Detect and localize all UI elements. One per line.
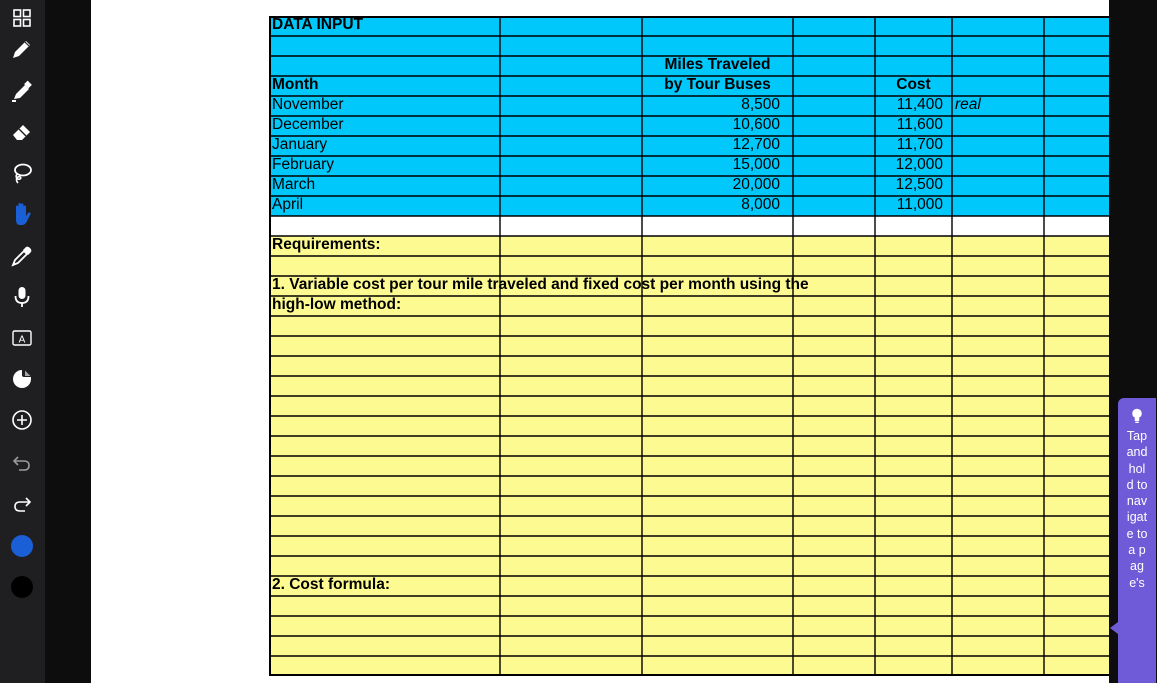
navigation-hint-tooltip[interactable] — [1118, 398, 1156, 683]
cost-header: Cost — [896, 76, 931, 93]
miles-header-line2: by Tour Buses — [664, 76, 771, 93]
cost-cell: 11,000 — [896, 196, 943, 213]
grid-lines — [269, 16, 1109, 676]
spreadsheet — [269, 16, 1109, 676]
cost-cell: 12,000 — [895, 156, 943, 173]
note-cell: real — [955, 96, 981, 113]
lightbulb-icon — [1131, 408, 1143, 424]
requirements-label: Requirements: — [272, 236, 381, 253]
month-cell: November — [272, 96, 344, 113]
miles-cell: 10,600 — [732, 116, 780, 133]
miles-cell: 20,000 — [732, 176, 780, 193]
color-swatch-black[interactable] — [11, 576, 33, 598]
month-cell: April — [272, 196, 304, 213]
sticker-icon[interactable] — [4, 361, 40, 397]
pen-icon[interactable] — [4, 31, 40, 67]
highlighter-icon[interactable] — [4, 73, 40, 109]
undo-icon[interactable] — [4, 444, 40, 480]
month-header: Month — [272, 76, 319, 93]
add-icon[interactable] — [4, 402, 40, 438]
cost-cell: 12,500 — [895, 176, 943, 193]
month-cell: February — [272, 156, 335, 173]
section-title: DATA INPUT — [272, 16, 363, 33]
annotation-toolbar — [0, 0, 45, 683]
redo-icon[interactable] — [4, 485, 40, 521]
hint-text: Tap and hold to navigate to a page's — [1126, 429, 1148, 590]
miles-cell: 15,000 — [732, 156, 780, 173]
cost-cell: 11,400 — [896, 96, 943, 113]
hint-pointer — [1110, 622, 1118, 634]
document-page — [91, 0, 1109, 683]
month-cell: December — [272, 116, 344, 133]
requirement-1-line1: 1. Variable cost per tour mile traveled and fixed cost per month using the — [272, 276, 809, 293]
microphone-icon[interactable] — [4, 279, 40, 315]
hand-icon[interactable] — [4, 196, 40, 232]
requirement-2: 2. Cost formula: — [272, 576, 390, 593]
miles-cell: 8,000 — [741, 196, 780, 213]
month-cell: January — [272, 136, 328, 153]
lasso-icon[interactable] — [4, 155, 40, 191]
color-swatch-blue[interactable] — [11, 535, 33, 557]
requirement-1-line2: high-low method: — [272, 296, 402, 313]
month-cell: March — [272, 176, 316, 193]
eraser-icon[interactable] — [4, 114, 40, 150]
cost-cell: 11,700 — [896, 136, 943, 153]
miles-header-line1: Miles Traveled — [664, 56, 771, 73]
eyedropper-icon[interactable] — [4, 238, 40, 274]
cost-cell: 11,600 — [896, 116, 943, 133]
miles-cell: 8,500 — [741, 96, 780, 113]
miles-cell: 12,700 — [732, 136, 780, 153]
svg-text:A: A — [18, 334, 26, 346]
text-box-icon[interactable] — [4, 320, 40, 356]
